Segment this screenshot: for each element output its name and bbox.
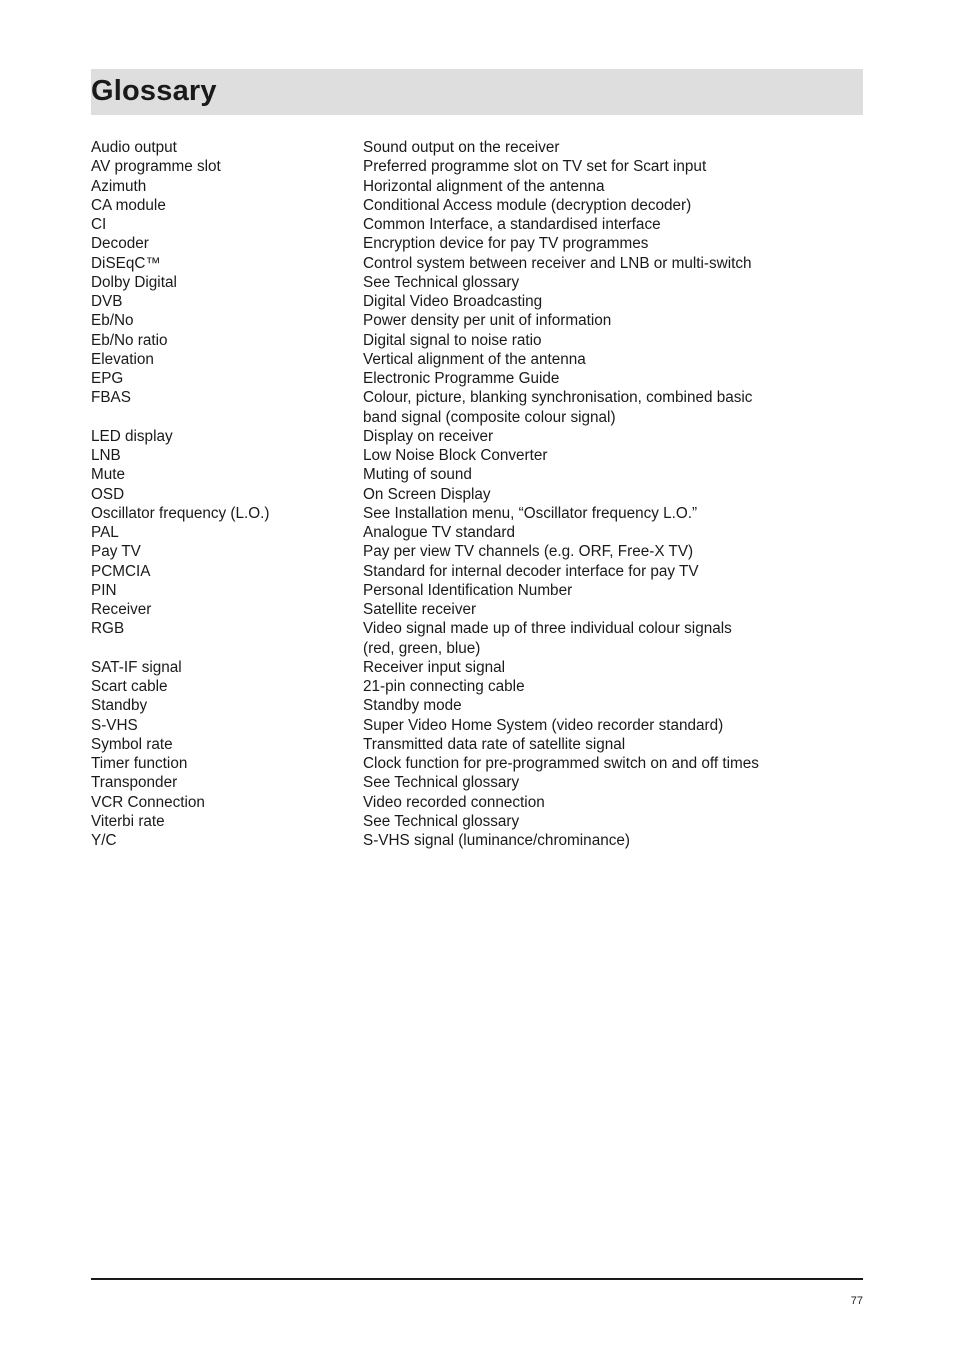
glossary-term: DiSEqC™	[91, 254, 161, 272]
glossary-entry	[91, 542, 863, 561]
glossary-definition-line: Electronic Programme Guide	[363, 370, 560, 387]
glossary-entry	[91, 677, 863, 696]
glossary-definition-line: Horizontal alignment of the antenna	[363, 177, 605, 195]
glossary-entry	[91, 465, 863, 484]
glossary-term: PIN	[91, 581, 117, 599]
glossary-definition	[363, 485, 863, 504]
glossary-definition-line: See Technical glossary	[363, 812, 520, 830]
glossary-definition	[363, 581, 863, 600]
glossary-definition	[363, 831, 863, 850]
glossary-definition-line: Video signal made up of three individual colour signals	[363, 620, 732, 638]
glossary-definition-line: Super Video Home System (video recorder standard)	[363, 716, 724, 734]
glossary-definition	[363, 331, 863, 350]
glossary-definition-line: Encryption device for pay TV programmes	[363, 235, 649, 253]
glossary-term: EPG	[91, 370, 124, 387]
glossary-definition-line: Vertical alignment of the antenna	[363, 350, 586, 368]
glossary-definition-line: Satellite receiver	[363, 601, 477, 618]
glossary-term: Dolby Digital	[91, 273, 177, 291]
glossary-term: CI	[91, 216, 107, 233]
glossary-term: S-VHS	[91, 716, 138, 734]
glossary-definition-line: Standard for internal decoder interface for pay TV	[363, 562, 699, 580]
glossary-entry	[91, 562, 863, 581]
glossary-definition-line: Transmitted data rate of satellite signal	[363, 735, 626, 753]
glossary-definition	[363, 735, 863, 754]
glossary-entry	[91, 446, 863, 465]
glossary-entry	[91, 254, 863, 273]
glossary-entry	[91, 812, 863, 831]
page-title: Glossary	[91, 75, 217, 107]
glossary-definition	[363, 754, 863, 773]
glossary-definition	[363, 388, 863, 427]
glossary-definition	[363, 273, 863, 292]
glossary-entry	[91, 427, 863, 446]
glossary-definition	[363, 446, 863, 465]
glossary-definition	[363, 196, 863, 215]
glossary-definition-line: Pay per view TV channels (e.g. ORF, Free-X TV)	[363, 543, 694, 561]
glossary-list	[91, 138, 863, 850]
glossary-definition-line: On Screen Display	[363, 485, 491, 503]
glossary-term: Symbol rate	[91, 735, 173, 753]
glossary-term: VCR Connection	[91, 793, 205, 811]
glossary-definition-line: S-VHS signal (luminance/chrominance)	[363, 832, 630, 849]
glossary-term: FBAS	[91, 389, 131, 407]
glossary-term: Eb/No	[91, 312, 134, 330]
glossary-term: AV programme slot	[91, 158, 221, 176]
glossary-term: RGB	[91, 620, 125, 638]
glossary-term: Oscillator frequency (L.O.)	[91, 504, 270, 522]
glossary-definition	[363, 773, 863, 792]
glossary-definition	[363, 523, 863, 542]
glossary-entry	[91, 716, 863, 735]
glossary-definition	[363, 716, 863, 735]
glossary-term: Timer function	[91, 755, 188, 772]
glossary-term: Decoder	[91, 235, 149, 253]
glossary-entry	[91, 831, 863, 850]
glossary-entry	[91, 600, 863, 619]
glossary-entry	[91, 215, 863, 234]
glossary-definition-line: Colour, picture, blanking synchronisation, combined basic	[363, 389, 753, 407]
glossary-term: LED display	[91, 427, 173, 445]
glossary-definition-line: Sound output on the receiver	[363, 139, 560, 156]
glossary-term: PCMCIA	[91, 562, 151, 580]
glossary-definition	[363, 138, 863, 157]
glossary-term: Y/C	[91, 832, 117, 849]
glossary-definition	[363, 542, 863, 561]
glossary-entry	[91, 754, 863, 773]
glossary-definition-line: Digital signal to noise ratio	[363, 331, 542, 349]
glossary-definition-line: Muting of sound	[363, 466, 472, 484]
glossary-definition	[363, 677, 863, 696]
glossary-term: CA module	[91, 196, 166, 214]
glossary-definition	[363, 562, 863, 581]
glossary-definition	[363, 350, 863, 369]
glossary-entry	[91, 331, 863, 350]
glossary-definition-line: Control system between receiver and LNB or multi-switch	[363, 254, 752, 272]
glossary-term: LNB	[91, 447, 121, 464]
glossary-entry	[91, 292, 863, 311]
glossary-entry	[91, 485, 863, 504]
glossary-entry	[91, 581, 863, 600]
glossary-term: Pay TV	[91, 543, 141, 561]
glossary-definition-line: See Technical glossary	[363, 774, 520, 792]
glossary-definition-line: Common Interface, a standardised interface	[363, 216, 661, 233]
glossary-definition	[363, 465, 863, 484]
glossary-definition-line: See Technical glossary	[363, 273, 520, 291]
glossary-term: SAT-IF signal	[91, 658, 182, 676]
glossary-definition-line: Display on receiver	[363, 427, 494, 445]
glossary-entry	[91, 793, 863, 812]
glossary-term: PAL	[91, 524, 119, 541]
glossary-entry	[91, 350, 863, 369]
glossary-definition-line: Low Noise Block Converter	[363, 447, 548, 464]
glossary-definition-line: Video recorded connection	[363, 793, 545, 811]
glossary-definition	[363, 234, 863, 253]
title-bar	[91, 69, 863, 115]
glossary-definition-line: Personal Identification Number	[363, 581, 573, 599]
glossary-entry	[91, 523, 863, 542]
glossary-definition-line: Power density per unit of information	[363, 312, 612, 330]
glossary-term: DVB	[91, 293, 123, 310]
glossary-definition	[363, 254, 863, 273]
footer-rule	[91, 1278, 863, 1280]
glossary-definition-line: Conditional Access module (decryption decoder)	[363, 196, 692, 214]
glossary-definition-line: Digital Video Broadcasting	[363, 293, 543, 310]
glossary-term: Standby	[91, 697, 148, 715]
glossary-term: Transponder	[91, 774, 178, 792]
glossary-entry	[91, 196, 863, 215]
glossary-term: OSD	[91, 485, 125, 503]
glossary-entry	[91, 696, 863, 715]
glossary-definition-line: Analogue TV standard	[363, 524, 515, 541]
glossary-definition	[363, 793, 863, 812]
glossary-term: Elevation	[91, 350, 154, 368]
glossary-term: Viterbi rate	[91, 812, 165, 830]
glossary-definition	[363, 215, 863, 234]
glossary-definition	[363, 369, 863, 388]
glossary-term: Azimuth	[91, 177, 147, 195]
glossary-entry	[91, 177, 863, 196]
glossary-entry	[91, 773, 863, 792]
glossary-entry	[91, 273, 863, 292]
glossary-definition	[363, 658, 863, 677]
glossary-definition	[363, 427, 863, 446]
glossary-definition	[363, 812, 863, 831]
glossary-definition	[363, 696, 863, 715]
glossary-definition-line: Standby mode	[363, 697, 462, 715]
glossary-term: Mute	[91, 466, 126, 484]
glossary-definition-line: Receiver input signal	[363, 658, 505, 676]
glossary-definition	[363, 619, 863, 658]
glossary-entry	[91, 157, 863, 176]
glossary-term: Eb/No ratio	[91, 331, 168, 349]
glossary-entry	[91, 234, 863, 253]
glossary-definition-line: (red, green, blue)	[363, 639, 481, 657]
glossary-entry	[91, 388, 863, 427]
glossary-entry	[91, 138, 863, 157]
glossary-term: Receiver	[91, 601, 152, 618]
glossary-entry	[91, 369, 863, 388]
glossary-definition	[363, 157, 863, 176]
glossary-entry	[91, 619, 863, 658]
glossary-entry	[91, 658, 863, 677]
glossary-entry	[91, 735, 863, 754]
glossary-definition	[363, 504, 863, 523]
glossary-definition-line: Preferred programme slot on TV set for Scart input	[363, 158, 707, 176]
glossary-definition	[363, 311, 863, 330]
glossary-definition-line: 21-pin connecting cable	[363, 678, 525, 695]
glossary-entry	[91, 504, 863, 523]
glossary-term: Scart cable	[91, 678, 168, 695]
glossary-term: Audio output	[91, 139, 177, 156]
glossary-definition	[363, 600, 863, 619]
glossary-definition-line: See Installation menu, “Oscillator frequency L.O.”	[363, 504, 698, 522]
glossary-definition-line: band signal (composite colour signal)	[363, 408, 616, 426]
glossary-definition	[363, 292, 863, 311]
glossary-definition	[363, 177, 863, 196]
glossary-definition-line: Clock function for pre-programmed switch on and off times	[363, 755, 759, 772]
glossary-entry	[91, 311, 863, 330]
page-number: 77	[850, 1295, 863, 1307]
